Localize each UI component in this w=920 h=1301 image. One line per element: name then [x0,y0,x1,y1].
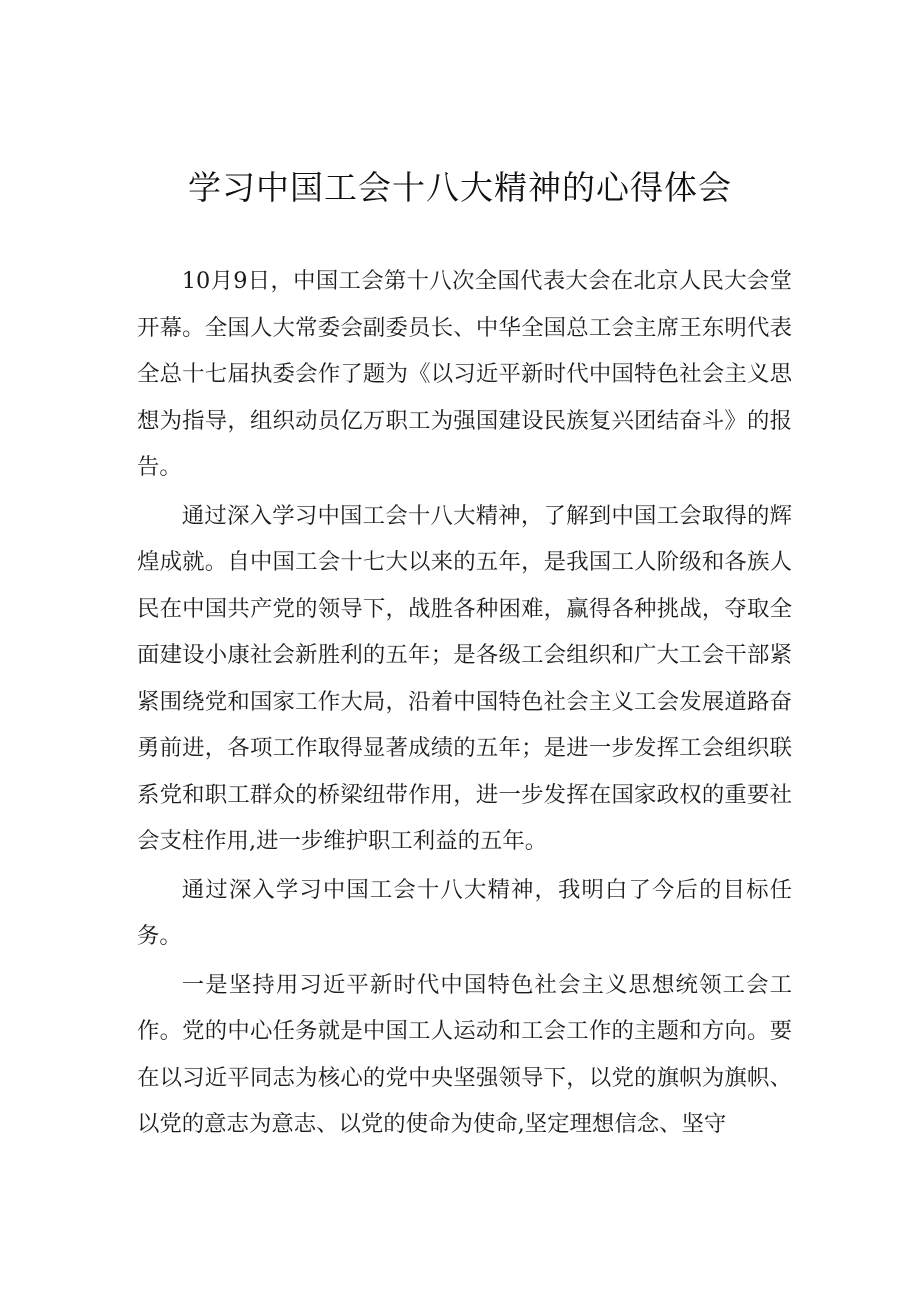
paragraph-1: 10月9日，中国工会第十八次全国代表大会在北京人民大会堂开幕。全国人大常委会副委员长、中华全国总工会主席王东明代表全总十七届执委会作了题为《以习近平新时代中国特色社会主义思想为指导，组织动员亿万职工为强国建设民族复兴团结奋斗》的报告。 [137,268,792,480]
document-title: 学习中国工会十八大精神的心得体会 [188,168,732,207]
paragraph-4: 一是坚持用习近平新时代中国特色社会主义思想统领工会工作。党的中心任务就是中国工人运动和工会工作的主题和方向。要在以习近平同志为核心的党中央坚强领导下，以党的旗帜为旗帜、以党的意志为意志、以党的使命为使命,坚定理想信念、坚守 [137,971,792,1137]
paragraph-2: 通过深入学习中国工会十八大精神，了解到中国工会取得的辉煌成就。自中国工会十七大以来的五年，是我国工人阶级和各族人民在中国共产党的领导下，战胜各种困难，赢得各种挑战，夺取全面建设小康社会新胜利的五年；是各级工会组织和广大工会干部紧紧围绕党和国家工作大局，沿着中国特色社会主义工会发展道路奋勇前进，各项工作取得显著成绩的五年；是进一步发挥工会组织联系党和职工群众的桥梁纽带作用，进一步发挥在国家政权的重要社会支柱作用,进一步维护职工利益的五年。 [137,502,792,854]
paragraph-3: 通过深入学习中国工会十八大精神，我明白了今后的目标任务。 [137,876,792,949]
document-body [137,258,792,1150]
